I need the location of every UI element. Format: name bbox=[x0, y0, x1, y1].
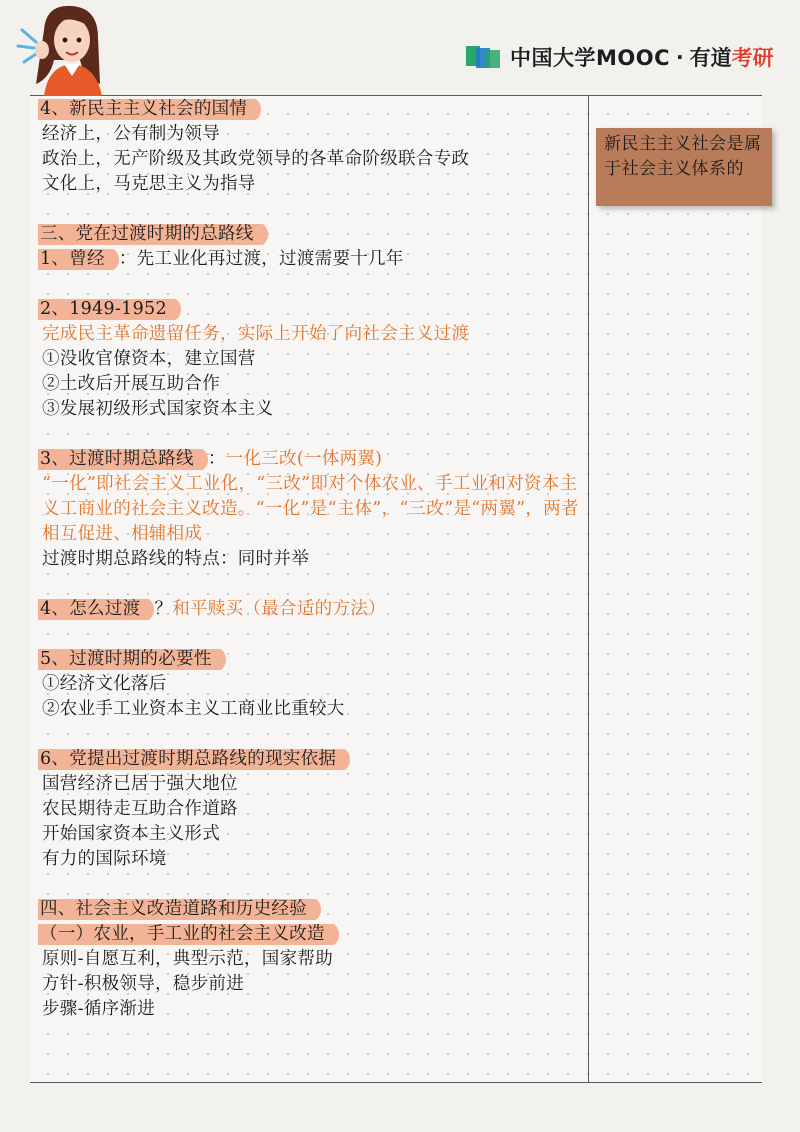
note-line: 文化上，马克思主义为指导 bbox=[42, 174, 256, 194]
note-line-orange: 完成民主革命遗留任务，实际上开始了向社会主义过渡 bbox=[42, 324, 470, 344]
brand-logo bbox=[466, 42, 774, 72]
heading-practical-basis: 6、党提出过渡时期总路线的现实依据 bbox=[38, 747, 350, 772]
note-line: 有力的国际环境 bbox=[42, 849, 167, 869]
heading-general-line: 三、党在过渡时期的总路线 bbox=[38, 222, 268, 247]
note-colon: ： bbox=[207, 449, 226, 469]
logo-name: 中国大学MOOC bbox=[510, 46, 671, 70]
note-line: 政治上，无产阶级及其政党领导的各革命阶级联合专政 bbox=[42, 149, 470, 169]
note-text-orange: 和平赎买（最合适的方法） bbox=[172, 599, 386, 619]
note-line: ③发展初级形式国家资本主义 bbox=[42, 399, 274, 419]
heading-socialist-transformation: 四、社会主义改造道路和历史经验 bbox=[38, 897, 321, 922]
heading-once: 1、曾经 bbox=[38, 247, 119, 272]
note-line: 过渡时期总路线的特点：同时并举 bbox=[42, 549, 309, 569]
note-line: ②农业手工业资本主义工商业比重较大 bbox=[42, 699, 345, 719]
heading-how-to-transition: 4、怎么过渡 bbox=[38, 597, 154, 622]
note-line: ①没收官僚资本，建立国营 bbox=[42, 349, 256, 369]
logo-separator: · bbox=[676, 45, 684, 69]
heading-general-line-transition: 3、过渡时期总路线 bbox=[38, 447, 208, 472]
note-question-mark: ？ bbox=[154, 599, 173, 619]
note-line: 步骤-循序渐进 bbox=[42, 999, 156, 1019]
side-note: 新民主主义社会是属于社会主义体系的 bbox=[596, 128, 772, 206]
heading-1949-1952: 2、1949-1952 bbox=[38, 297, 181, 322]
heading-national-conditions: 4、新民主主义社会的国情 bbox=[38, 97, 261, 122]
logo-brand: 有道 bbox=[689, 46, 732, 70]
note-line: 开始国家资本主义形式 bbox=[42, 824, 220, 844]
note-text: ：先工业化再过渡，过渡需要十几年 bbox=[118, 249, 404, 269]
subheading-agriculture-handicraft: （一）农业，手工业的社会主义改造 bbox=[38, 922, 339, 947]
bottom-rule bbox=[30, 1082, 762, 1083]
note-paragraph-orange: “一化”即社会主义工业化，“三改”即对个体农业、手工业和对资本主义工商业的社会主义改造。“一化”是“主体”，“三改”是“两翼”，两者相互促进、相辅相成 bbox=[42, 474, 579, 544]
note-line: 原则-自愿互利，典型示范，国家帮助 bbox=[42, 949, 334, 969]
teacher-avatar-icon bbox=[14, 0, 114, 96]
top-rule bbox=[30, 95, 762, 96]
note-line: 农民期待走互助合作道路 bbox=[42, 799, 238, 819]
note-line: ②土改后开展互助合作 bbox=[42, 374, 220, 394]
note-line: 国营经济已居于强大地位 bbox=[42, 774, 238, 794]
notes-content bbox=[42, 97, 590, 1022]
heading-necessity: 5、过渡时期的必要性 bbox=[38, 647, 226, 672]
mooc-logo-icon bbox=[466, 44, 502, 70]
logo-brand-accent: 考研 bbox=[731, 46, 774, 70]
note-line: 经济上，公有制为领导 bbox=[42, 124, 220, 144]
note-text-orange: 一化三改(一体两翼) bbox=[225, 449, 383, 469]
note-line: 方针-积极领导，稳步前进 bbox=[42, 974, 245, 994]
note-line: ①经济文化落后 bbox=[42, 674, 167, 694]
